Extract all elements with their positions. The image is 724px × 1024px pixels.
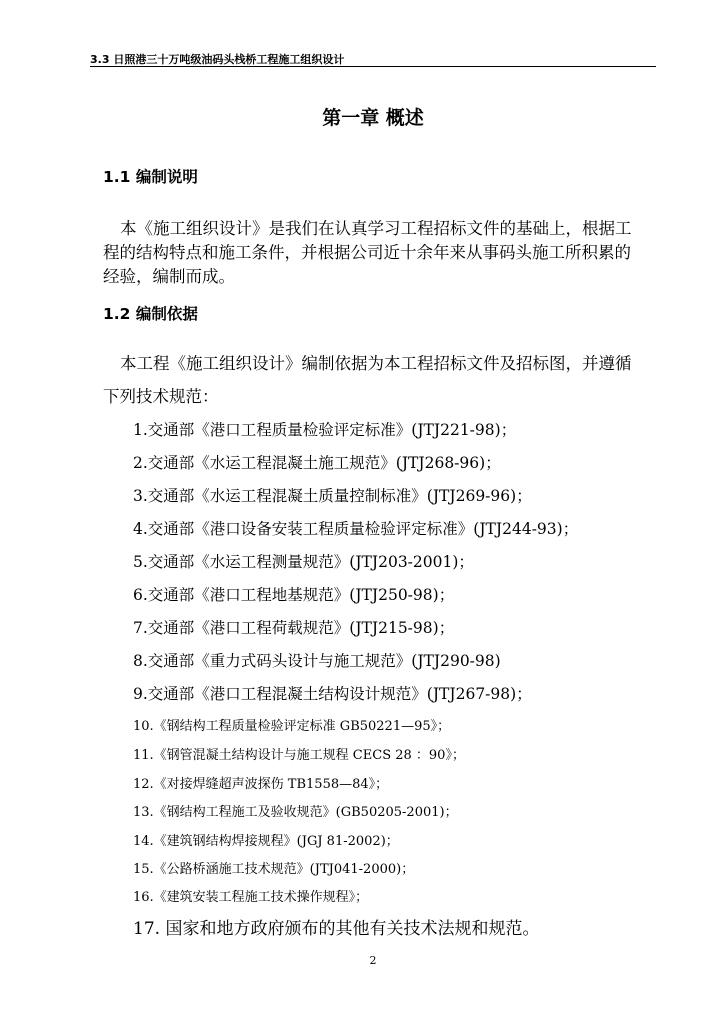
paragraph-line: 本《施工组织设计》是我们在认真学习工程招标文件的基础上，根据工 (120, 219, 632, 238)
paragraph-line: 本工程《施工组织设计》编制依据为本工程招标文件及招标图，并遵循 (120, 354, 632, 373)
header-divider (90, 66, 656, 67)
reference-item: 9.交通部《港口工程混凝土结构设计规范》(JTJ267-98)； (133, 685, 532, 703)
reference-item: 6.交通部《港口工程地基规范》(JTJ250-98)； (133, 586, 455, 604)
paragraph-line: 程的结构特点和施工条件，并根据公司近十余年来从事码头施工所积累的 (103, 243, 631, 262)
section-heading-1-1: 1.1 编制说明 (103, 168, 198, 186)
reference-item: 4.交通部《港口设备安装工程质量检验评定标准》(JTJ244-93)； (133, 520, 579, 538)
reference-item: 14.《建筑钢结构焊接规程》(JGJ 81-2002)； (133, 834, 399, 849)
reference-item: 16.《建筑安装工程施工技术操作规程》； (133, 890, 369, 905)
reference-item: 12.《对接焊缝超声波探伤 TB1558—84》； (133, 777, 389, 792)
section-heading-1-2: 1.2 编制依据 (103, 305, 198, 323)
running-header: 3.3 日照港三十万吨级油码头栈桥工程施工组织设计 (90, 53, 345, 66)
chapter-title: 第一章 概述 (322, 107, 424, 129)
reference-item: 11.《钢管混凝土结构设计与施工规程 CECS 28 ：90》； (133, 748, 465, 763)
paragraph-line: 下列技术规范： (103, 387, 219, 406)
reference-item: 10.《钢结构工程质量检验评定标准 GB50221—95》； (133, 719, 451, 734)
reference-item: 2.交通部《水运工程混凝土施工规范》(JTJ268-96)； (133, 454, 501, 472)
reference-item: 13.《钢结构工程施工及验收规范》(GB50205-2001)； (133, 805, 458, 820)
page-number: 2 (369, 954, 377, 967)
reference-item: 7.交通部《港口工程荷载规范》(JTJ215-98)； (133, 619, 455, 637)
reference-item: 8.交通部《重力式码头设计与施工规范》(JTJ290-98) (133, 652, 501, 670)
reference-item: 1.交通部《港口工程质量检验评定标准》(JTJ221-98)； (133, 421, 517, 439)
reference-item: 3.交通部《水运工程混凝土质量控制标准》(JTJ269-96)； (133, 487, 532, 505)
reference-item: 15.《公路桥涵施工技术规范》(JTJ041-2000)； (133, 862, 415, 877)
reference-item: 5.交通部《水运工程测量规范》(JTJ203-2001)； (133, 553, 474, 571)
paragraph-line: 经验，编制而成。 (103, 267, 235, 286)
reference-item: 17. 国家和地方政府颁布的其他有关技术法规和规范。 (133, 919, 540, 939)
